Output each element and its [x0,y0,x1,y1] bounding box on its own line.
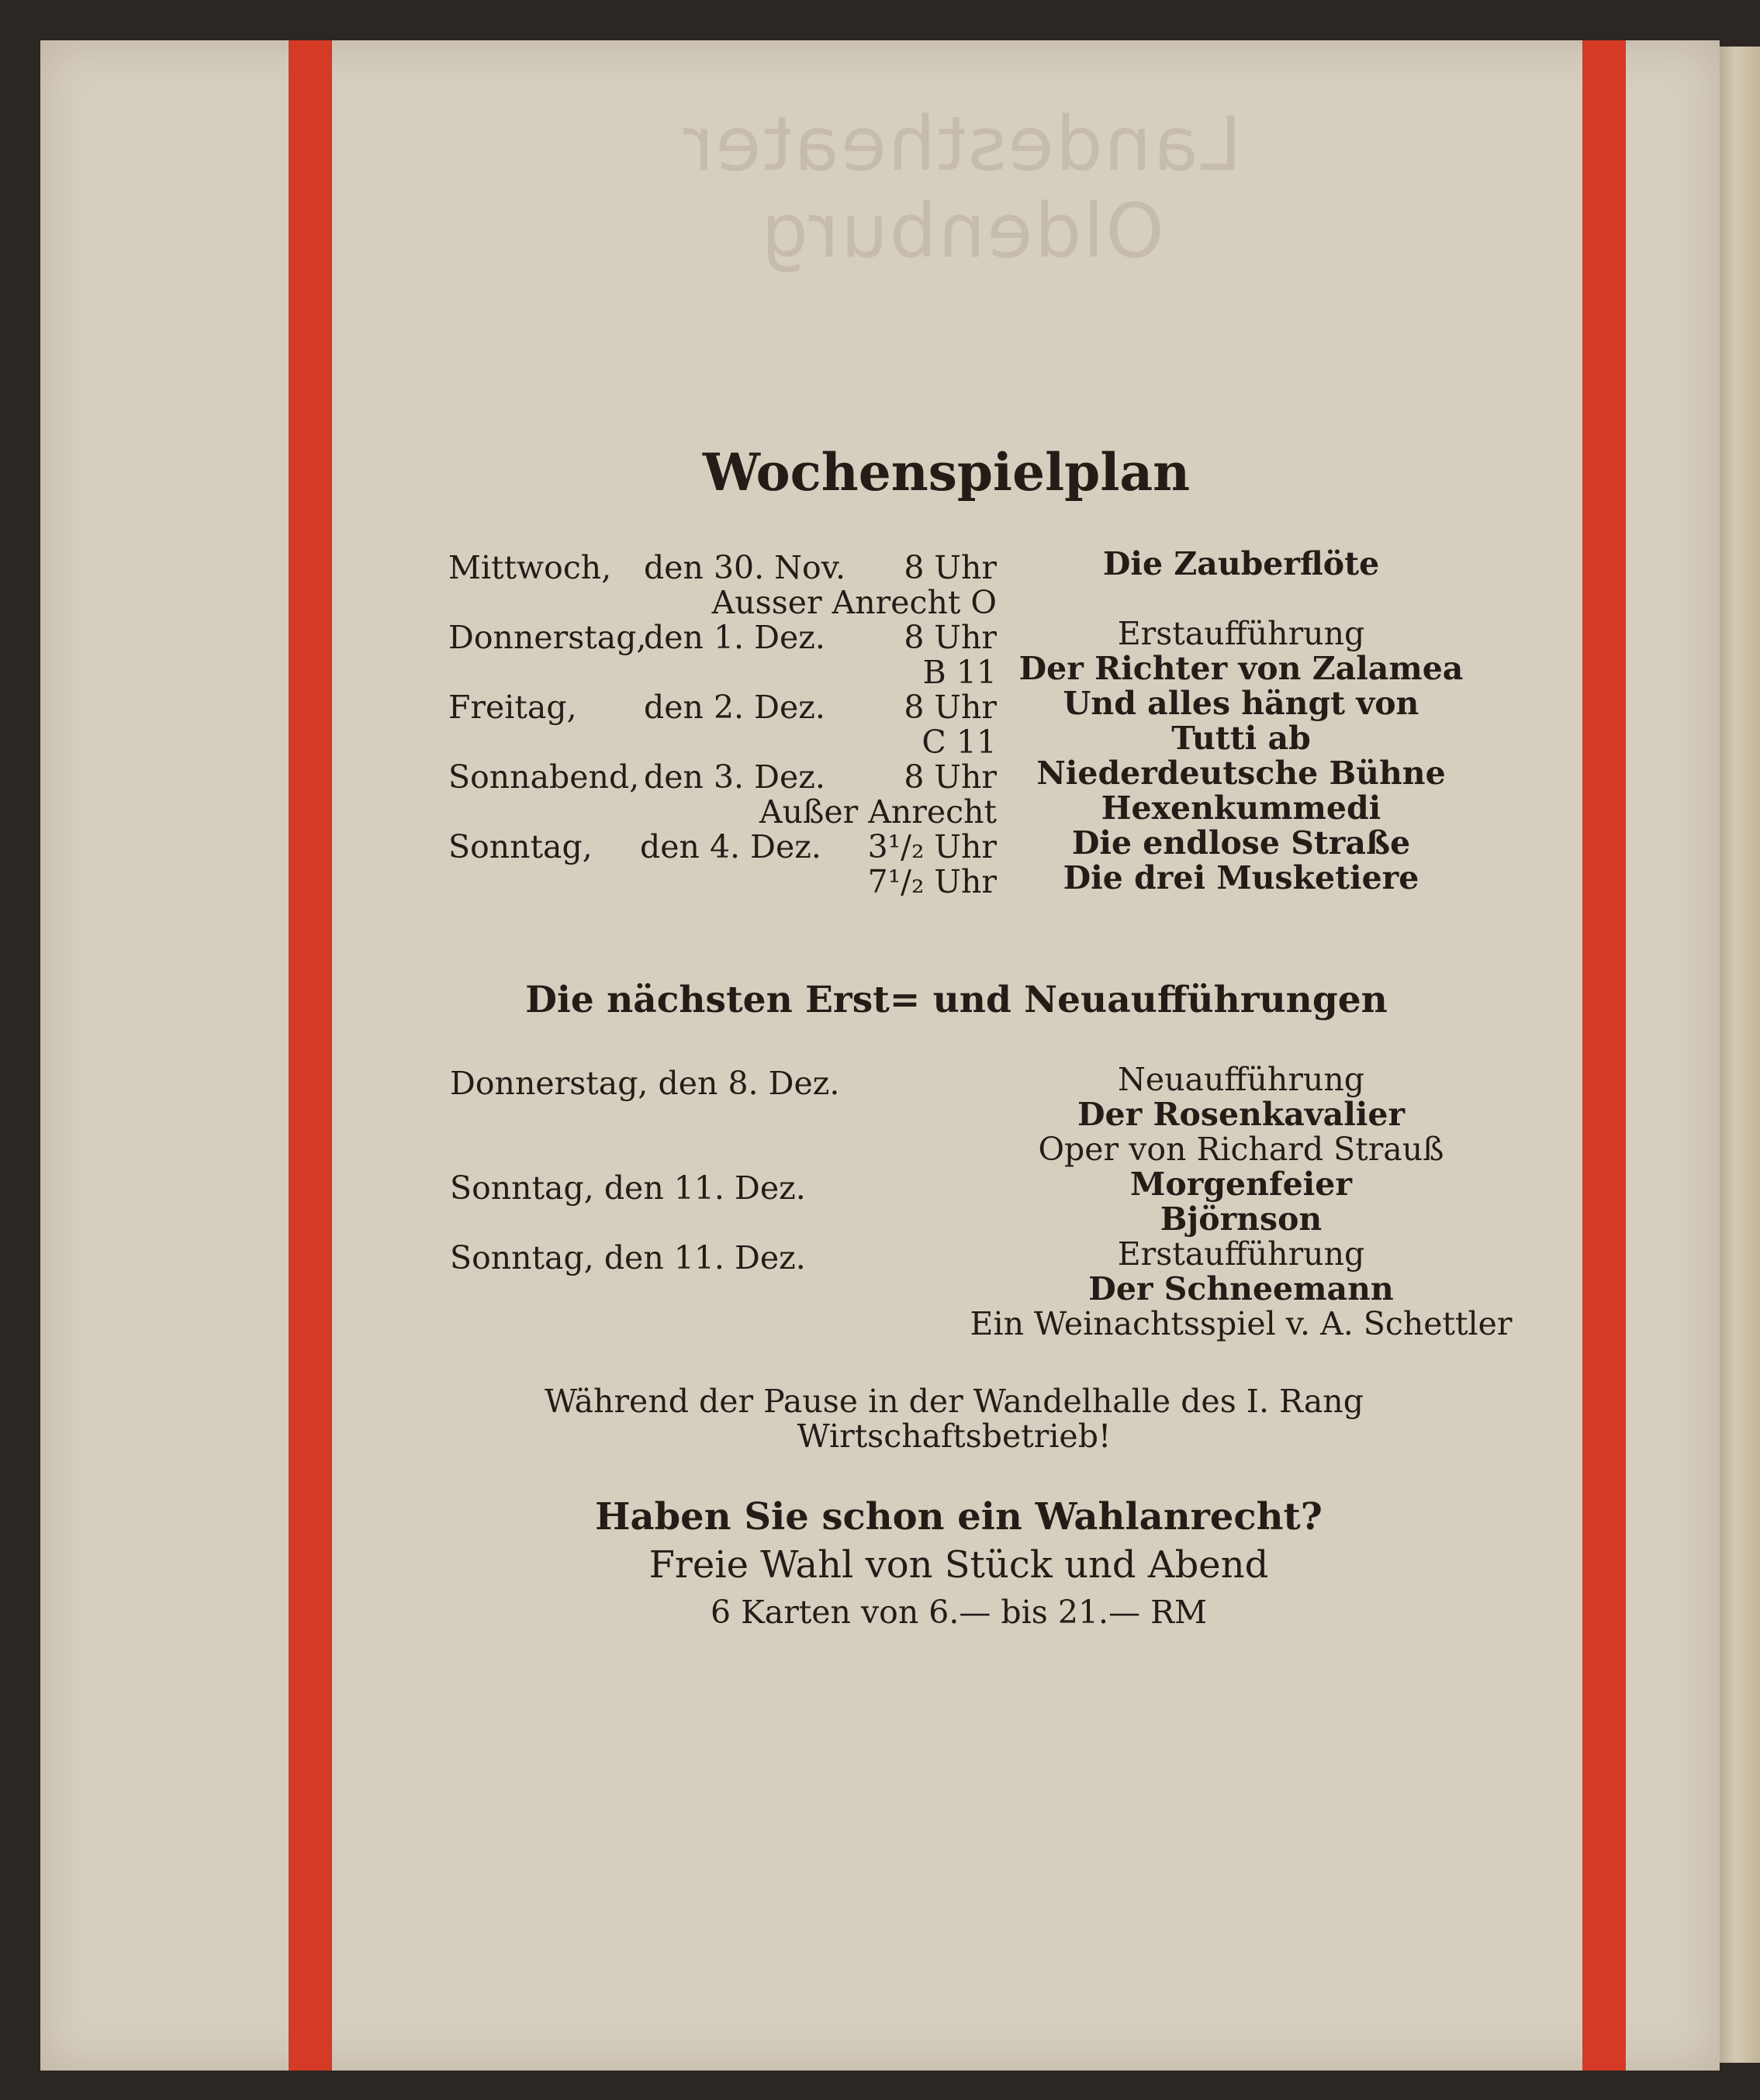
schedule-play: Niederdeutsche Bühne [1036,755,1446,792]
schedule-info: Außer Anrecht [759,793,997,831]
schedule-day: Sonnabend, [448,758,640,796]
page-title: Wochenspielplan [702,442,1191,503]
schedule-info: B 11 [922,654,997,691]
schedule-date: den 1. Dez. [644,619,825,656]
schedule-day: Sonntag, [448,828,593,865]
schedule-play: Und alles hängt von [1063,685,1419,722]
next-page-edge [1720,47,1760,2063]
upcoming-line: Morgenfeier [1130,1166,1352,1203]
upcoming-line: Björnson [1160,1200,1323,1238]
ad-headline: Haben Sie schon ein Wahlanrecht? [595,1495,1323,1539]
right-red-bar [1582,40,1626,2071]
schedule-info: C 11 [921,724,997,761]
left-red-bar [289,40,332,2071]
upcoming-line: Der Schneemann [1088,1270,1394,1307]
schedule-play: Hexenkummedi [1101,789,1381,827]
schedule-time: 3¹/₂ Uhr [867,828,997,865]
ad-line: 6 Karten von 6.— bis 21.— RM [711,1594,1207,1631]
schedule-play: Der Richter von Zalamea [1018,650,1464,687]
upcoming-line: Der Rosenkavalier [1077,1096,1406,1133]
schedule-day: Freitag, [448,689,577,726]
schedule-day: Mittwoch, [448,549,612,586]
schedule-play: Erstaufführung [1117,615,1365,652]
ad-line: Freie Wahl von Stück und Abend [648,1543,1269,1587]
schedule-time: 8 Uhr [904,689,997,726]
schedule-time: 8 Uhr [904,549,997,586]
upcoming-date: Sonntag, den 11. Dez. [450,1239,806,1276]
upcoming-section-title: Die nächsten Erst= und Neuaufführungen [525,979,1388,1021]
schedule-info: 7¹/₂ Uhr [867,863,997,900]
schedule-play: Die endlose Straße [1071,824,1411,862]
upcoming-line: Oper von Richard Strauß [1038,1131,1444,1168]
schedule-date: den 3. Dez. [644,758,825,796]
schedule-play: Die Zauberflöte [1102,545,1380,582]
schedule-info: Ausser Anrecht O [711,584,997,621]
upcoming-line: Erstaufführung [1117,1235,1365,1273]
pause-note: Wirtschaftsbetrieb! [797,1418,1112,1455]
schedule-time: 8 Uhr [904,758,997,796]
upcoming-date: Sonntag, den 11. Dez. [450,1169,806,1207]
pause-note: Während der Pause in der Wandelhalle des I. Rang [545,1383,1364,1420]
schedule-date: den 30. Nov. [644,549,846,586]
upcoming-line: Ein Weinachtsspiel v. A. Schettler [970,1305,1513,1342]
schedule-date: den 4. Dez. [640,828,821,865]
schedule-play: Die drei Musketiere [1063,859,1419,896]
upcoming-date: Donnerstag, den 8. Dez. [450,1065,840,1102]
upcoming-line: Neuaufführung [1118,1061,1364,1098]
schedule-play: Tutti ab [1171,720,1311,757]
schedule-date: den 2. Dez. [644,689,825,726]
schedule-day: Donnerstag, [448,619,647,656]
schedule-time: 8 Uhr [904,619,997,656]
